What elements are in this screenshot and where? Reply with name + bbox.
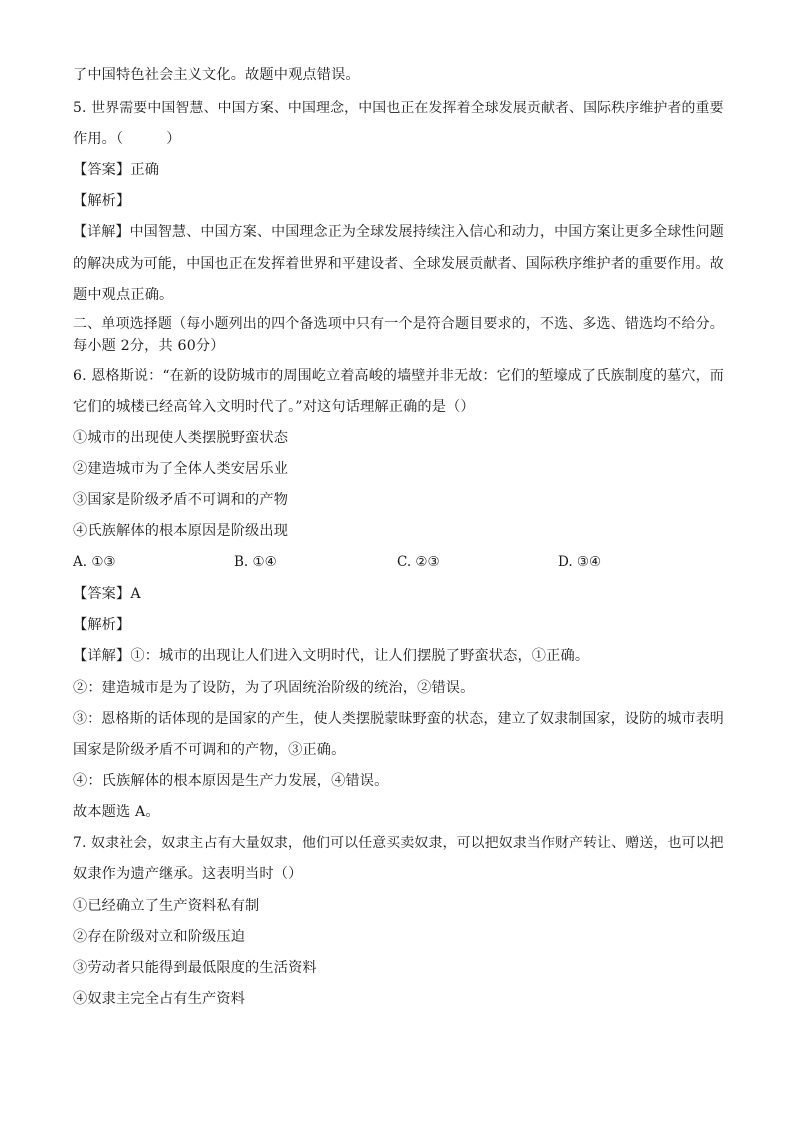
statement-item: ②建造城市为了全体人类安居乐业 xyxy=(73,461,289,477)
statement-item: ④奴隶主完全占有生产资料 xyxy=(73,991,246,1007)
option-b: B. ①④ xyxy=(234,554,277,570)
question-5-stem-line-1: 5. 世界需要中国智慧、中国方案、中国理念，中国也正在发挥着全球发展贡献者、国际秩序维护者的重要 xyxy=(73,100,724,116)
explanation-line: ④：氏族解体的根本原因是生产力发展，④错误。 xyxy=(73,773,389,789)
option-d: D. ③④ xyxy=(558,554,602,570)
statement-item: ④氏族解体的根本原因是阶级出现 xyxy=(73,523,289,539)
statement-item: ①已经确立了生产资料私有制 xyxy=(73,898,260,914)
statement-item: ②存在阶级对立和阶级压迫 xyxy=(73,929,246,945)
explanation-line: 【详解】中国智慧、中国方案、中国理念正为全球发展持续注入信心和动力，中国方案让更多全球性问题 xyxy=(73,224,724,240)
question-7-stem-line-2: 奴隶作为遗产继承。这表明当时（） xyxy=(73,866,303,882)
question-5-stem-line-2: 作用。（ ） xyxy=(73,131,181,147)
explanation-line: 【详解】①：城市的出现让人们进入文明时代，让人们摆脱了野蛮状态，①正确。 xyxy=(73,648,590,664)
answer-label: 【答案】A xyxy=(73,586,141,602)
analysis-label: 【解析】 xyxy=(73,193,131,209)
question-6-stem-line-2: 它们的城楼已经高耸入文明时代了。”对这句话理解正确的是（） xyxy=(73,399,475,415)
answer-label: 【答案】正确 xyxy=(73,162,160,178)
option-a: A. ①③ xyxy=(73,554,116,570)
statement-item: ③劳动者只能得到最低限度的生活资料 xyxy=(73,960,317,976)
analysis-label: 【解析】 xyxy=(73,617,131,633)
question-6-stem-line-1: 6. 恩格斯说：“在新的设防城市的周围屹立着高峻的墙壁并非无故：它们的堑壕成了氏族制度的墓穴，而 xyxy=(73,368,725,384)
option-c: C. ②③ xyxy=(397,554,440,570)
explanation-line: 国家是阶级矛盾不可调和的产物，③正确。 xyxy=(73,742,346,758)
text-line: 了中国特色社会主义文化。故题中观点错误。 xyxy=(73,67,360,83)
section-heading-line-2: 每小题 2分，共 60分） xyxy=(73,338,225,354)
conclusion-line: 故本题选 A。 xyxy=(73,804,160,820)
section-heading-line-1: 二、单项选择题（每小题列出的四个备选项中只有一个是符合题目要求的，不选、多选、错选均不给分。 xyxy=(73,316,724,332)
question-6-options xyxy=(0,552,794,574)
explanation-line: ②：建造城市是为了设防，为了巩固统治阶级的统治，②错误。 xyxy=(73,680,475,696)
statement-item: ③国家是阶级矛盾不可调和的产物 xyxy=(73,492,289,508)
statement-item: ①城市的出现使人类摆脱野蛮状态 xyxy=(73,430,289,446)
explanation-line: 题中观点正确。 xyxy=(73,287,174,303)
explanation-line: 的解决成为可能，中国也正在发挥着世界和平建设者、全球发展贡献者、国际秩序维护者的重要作用。故 xyxy=(73,256,724,272)
explanation-line: ③：恩格斯的话体现的是国家的产生，使人类摆脱蒙昧野蛮的状态，建立了奴隶制国家，设防的城市表明 xyxy=(73,711,724,727)
question-7-stem-line-1: 7. 奴隶社会，奴隶主占有大量奴隶，他们可以任意买卖奴隶，可以把奴隶当作财产转让、赠送，也可以把 xyxy=(73,835,724,851)
